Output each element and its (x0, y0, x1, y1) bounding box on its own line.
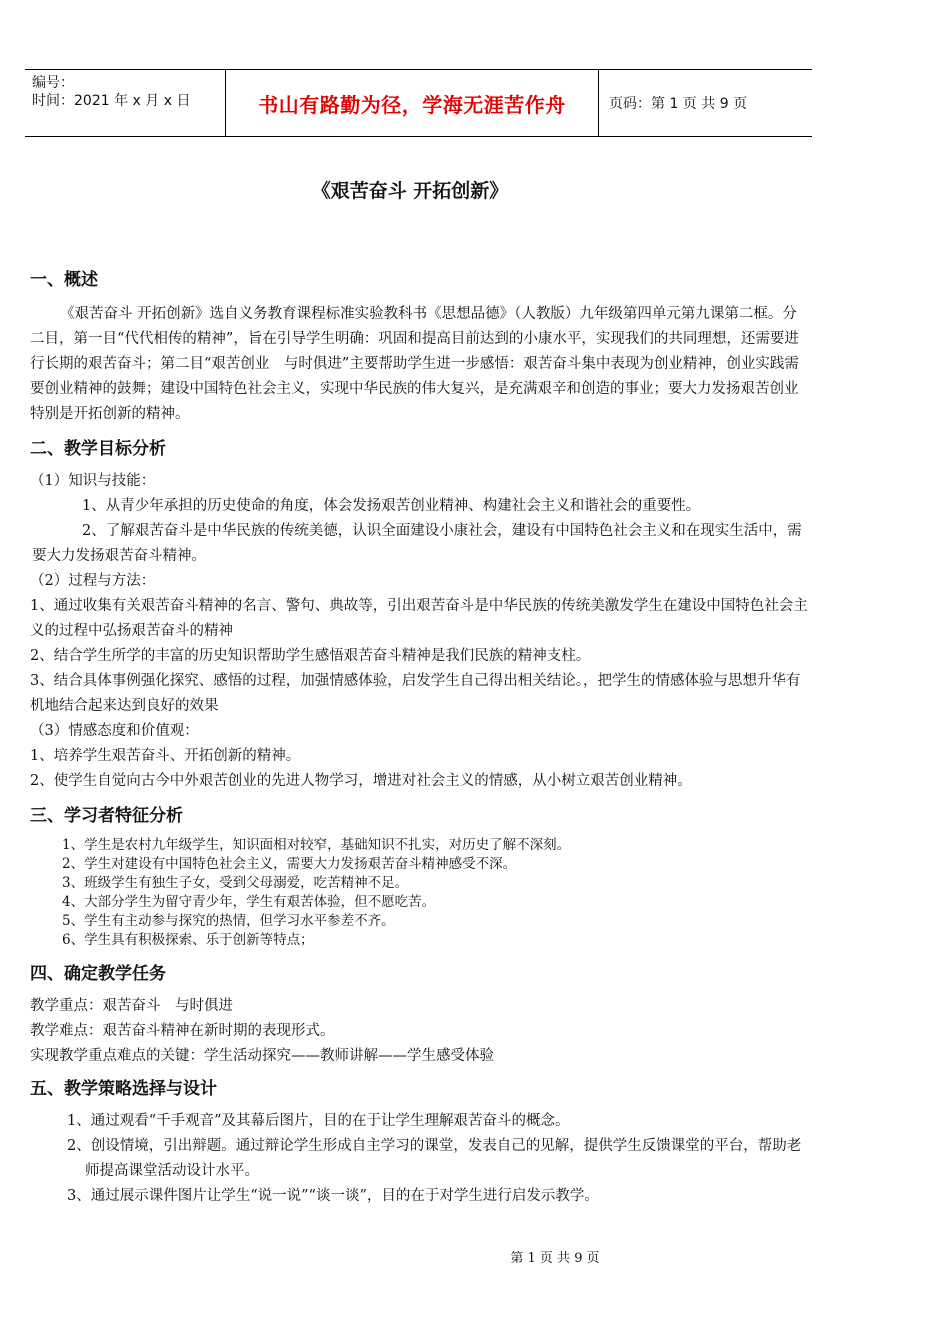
section-heading-5: 五、教学策略选择与设计 (30, 1079, 217, 1099)
process-item-2: 2、结合学生所学的丰富的历史知识帮助学生感悟艰苦奋斗精神是我们民族的精神支柱。 (30, 648, 591, 664)
strategy-item-2: 2、创设情境，引出辩题。通过辩论学生形成自主学习的课堂，发表自己的见解，提供学生反馈课堂的平台，帮助老师提高课堂活动设计水平。 (67, 1138, 802, 1179)
strategy-item-1: 1、通过观看“千手观音”及其幕后图片，目的在于让学生理解艰苦奋斗的概念。 (67, 1113, 570, 1129)
number-label: 编号： (32, 75, 74, 91)
learner-list (30, 836, 810, 950)
document-title: 《艰苦奋斗 开拓创新》 (311, 180, 509, 202)
process-label: （2）过程与方法： (30, 573, 156, 589)
teaching-focus: 教学重点：艰苦奋斗 与时俱进 (30, 998, 233, 1014)
list-item: 3、班级学生有独生子女，受到父母溺爱，吃苦精神不足。 (62, 875, 409, 891)
process-item-1: 1、通过收集有关艰苦奋斗精神的名言、警句、典故等，引出艰苦奋斗是中华民族的传统美激发学生在建设中国特色社会主义的过程中弘扬艰苦奋斗的精神 (30, 598, 808, 639)
list-item: 5、学生有主动参与探究的热情，但学习水平参差不齐。 (62, 913, 395, 929)
teaching-difficulty: 教学难点：艰苦奋斗精神在新时期的表现形式。 (30, 1023, 335, 1039)
document-body (30, 266, 810, 1209)
emotion-label: （3）情感态度和价值观： (30, 723, 199, 739)
motto: 书山有路勤为径，学海无涯苦作舟 (226, 70, 599, 136)
knowledge-label: （1）知识与技能： (30, 473, 156, 489)
header-table (25, 69, 812, 137)
overview-paragraph: 《艰苦奋斗 开拓创新》选自义务教育课程标准实验教科书《思想品德》（人教版）九年级第四单元第九课第二框。分二目，第一目“代代相传的精神”，旨在引导学生明确：巩固和提高目前达到的小康水平，实现我们的共同理想，还需要进行长期的艰苦奋斗；第二目“艰苦创业 与时俱进”主要帮助学生进一步感悟：艰苦奋斗集中表现为创业精神，创业实践需要创业精神的鼓舞；建设中国特色社会主义，实现中华民族的伟大复兴，是充满艰辛和创造的事业；要大力发扬艰苦创业特别是开拓创新的精神。 (30, 306, 799, 422)
header-meta-cell (25, 70, 226, 136)
knowledge-item-2: 2、了解艰苦奋斗是中华民族的传统美德，认识全面建设小康社会，建设有中国特色社会主义和在现实生活中，需要大力发扬艰苦奋斗精神。 (32, 523, 802, 564)
list-item: 1、学生是农村九年级学生，知识面相对较窄，基础知识不扎实，对历史了解不深刻。 (62, 837, 571, 853)
list-item: 4、大部分学生为留守青少年，学生有艰苦体验，但不愿吃苦。 (62, 894, 436, 910)
knowledge-item-1: 1、从青少年承担的历史使命的角度，体会发扬艰苦创业精神、构建社会主义和谐社会的重要性。 (82, 498, 701, 514)
list-item: 2、学生对建设有中国特色社会主义，需要大力发扬艰苦奋斗精神感受不深。 (62, 856, 517, 872)
page-code: 页码：第 1 页 共 9 页 (609, 96, 748, 112)
process-item-3: 3、结合具体事例强化探究、感悟的过程，加强情感体验，启发学生自己得出相关结论。，把学生的情感体验与思想升华有机地结合起来达到良好的效果 (30, 673, 801, 714)
emotion-item-2: 2、使学生自觉向古今中外艰苦创业的先进人物学习，增进对社会主义的情感，从小树立艰苦创业精神。 (30, 773, 692, 789)
section-heading-4: 四、确定教学任务 (30, 964, 166, 984)
section-heading-2: 二、教学目标分析 (30, 439, 166, 459)
teaching-key: 实现教学重点难点的关键：学生活动探究——教师讲解——学生感受体验 (30, 1048, 494, 1064)
emotion-item-1: 1、培养学生艰苦奋斗、开拓创新的精神。 (30, 748, 301, 764)
section-heading-1: 一、概述 (30, 270, 98, 290)
time-label: 时间：2021 年 x 月 x 日 (32, 93, 191, 109)
strategy-item-3: 3、通过展示课件图片让学生“说一说”“谈一谈”，目的在于对学生进行启发示教学。 (67, 1188, 599, 1204)
page-footer: 第 1 页 共 9 页 (510, 1251, 600, 1266)
section-heading-3: 三、学习者特征分析 (30, 806, 183, 826)
list-item: 6、学生具有积极探索、乐于创新等特点； (62, 932, 314, 948)
